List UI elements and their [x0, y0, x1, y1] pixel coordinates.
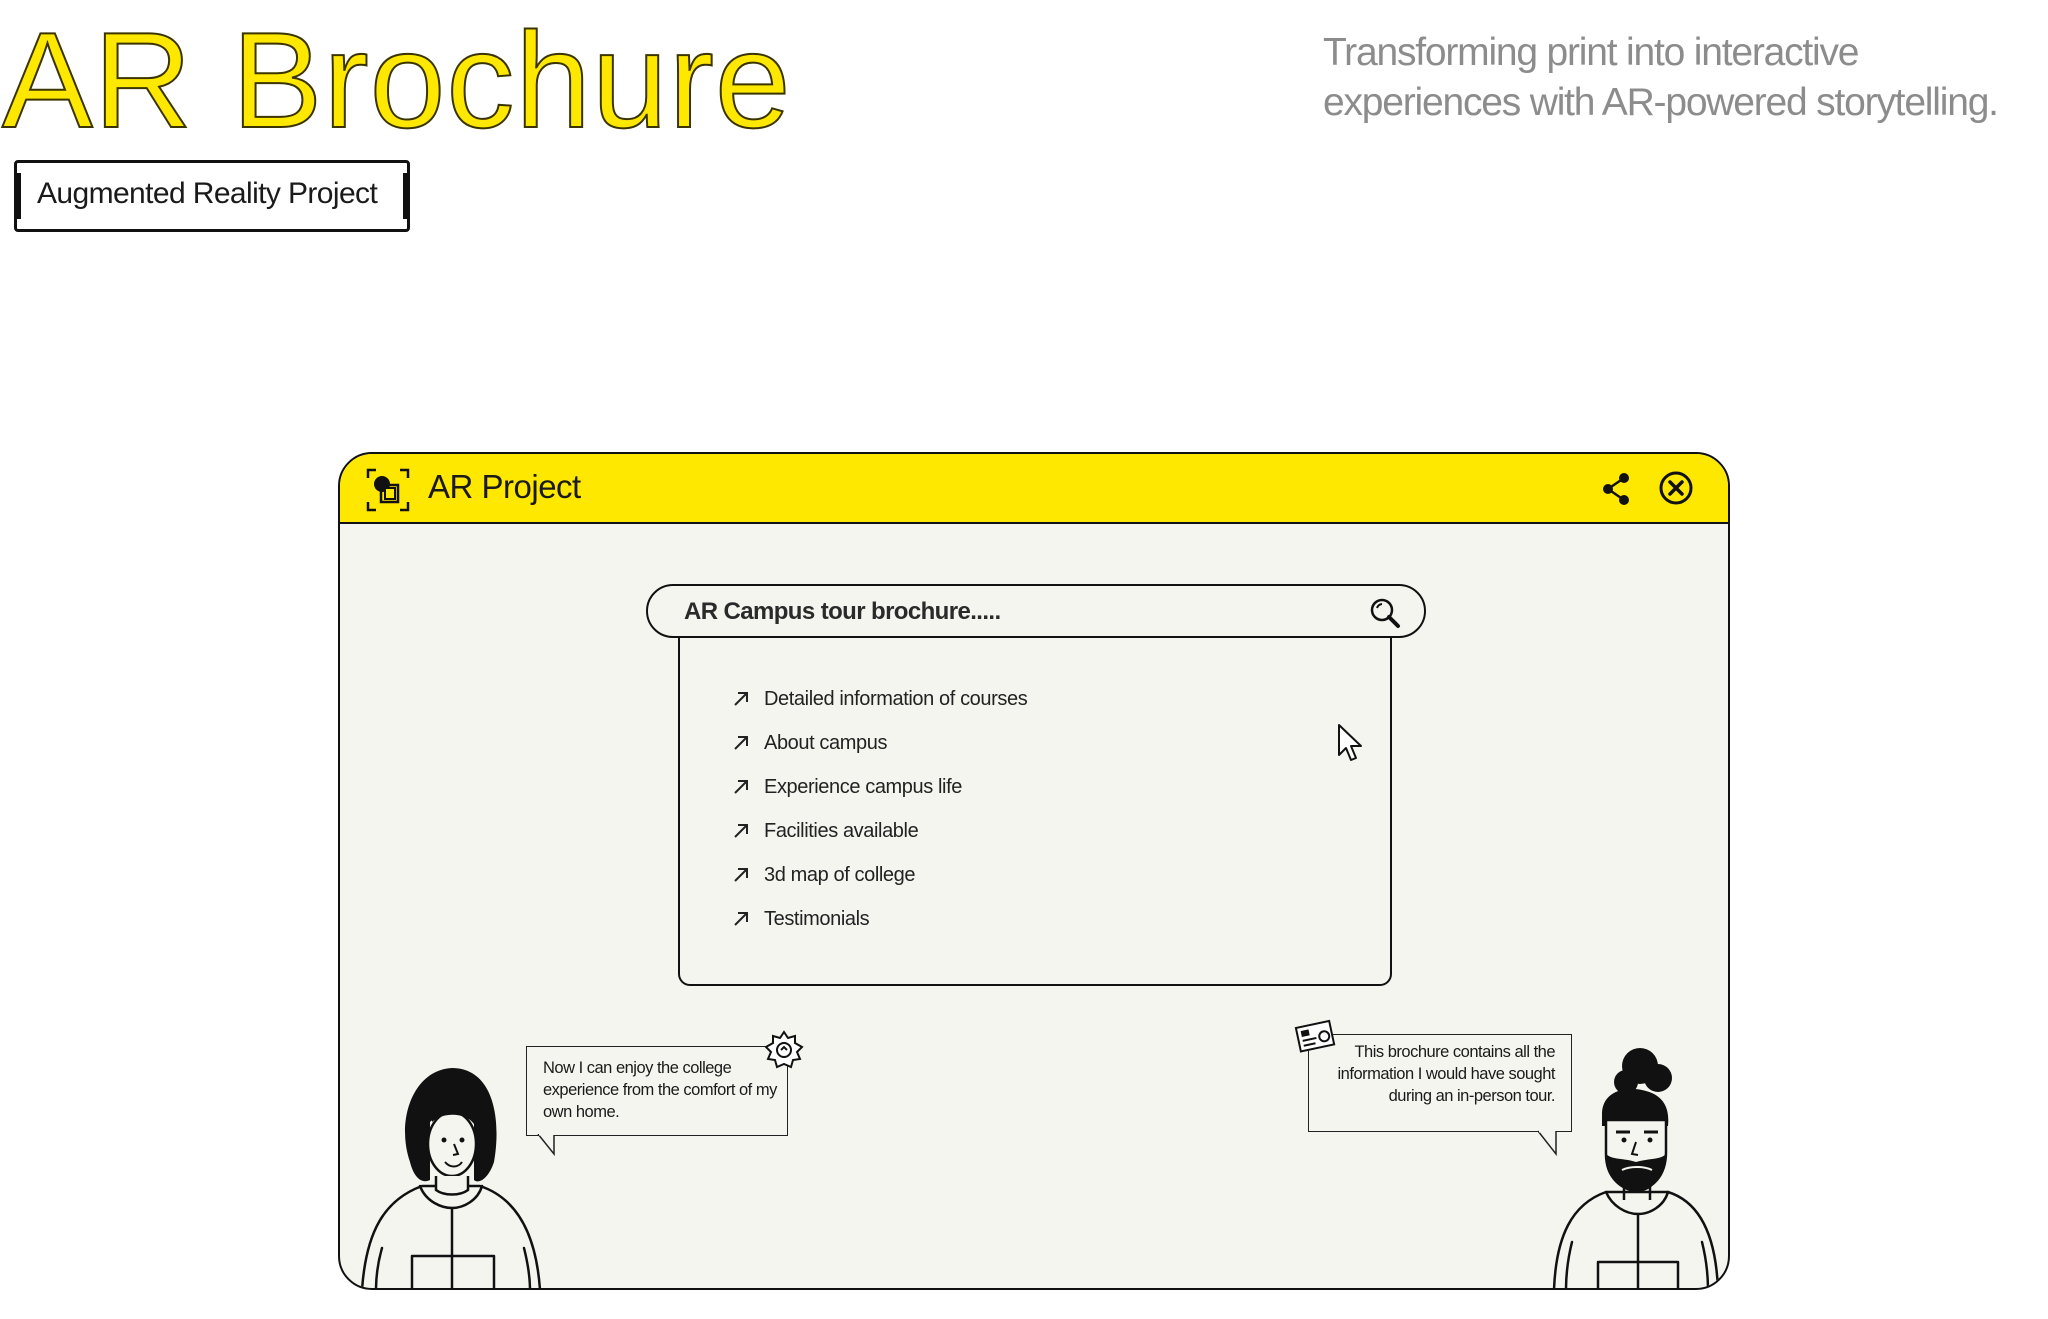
arrow-up-right-icon — [732, 866, 750, 884]
window-titlebar — [340, 454, 1728, 524]
suggestion-label: 3d map of college — [764, 863, 916, 886]
share-icon[interactable] — [1600, 472, 1632, 506]
suggestion-label: About campus — [764, 731, 888, 754]
suggestion-item-testimonials[interactable] — [732, 904, 869, 934]
suggestion-item-facilities[interactable] — [732, 816, 918, 846]
mouse-pointer-icon — [1336, 722, 1368, 766]
woman-illustration — [360, 1052, 550, 1290]
suggestion-label: Testimonials — [764, 907, 870, 930]
project-badge — [14, 160, 410, 232]
man-illustration — [1552, 1036, 1722, 1290]
certificate-icon — [1294, 1018, 1338, 1054]
badge-sparkle-icon — [764, 1030, 804, 1070]
speech-bubble-right — [1308, 1034, 1572, 1132]
arrow-up-right-icon — [732, 910, 750, 928]
arrow-up-right-icon — [732, 778, 750, 796]
project-badge-label: Augmented Reality Project — [37, 177, 378, 210]
close-icon[interactable] — [1658, 470, 1694, 506]
arrow-up-right-icon — [732, 690, 750, 708]
search-query: AR Campus tour brochure..... — [684, 598, 1001, 625]
suggestion-item-about-campus[interactable] — [732, 728, 887, 758]
speech-bubble-left — [526, 1046, 788, 1136]
arrow-up-right-icon — [732, 734, 750, 752]
app-window — [338, 452, 1730, 1290]
suggestion-item-courses[interactable] — [732, 684, 1027, 714]
search-input[interactable] — [646, 584, 1426, 638]
search-icon[interactable] — [1368, 596, 1402, 630]
suggestion-item-campus-life[interactable] — [732, 772, 962, 802]
search-suggestions-dropdown — [678, 636, 1392, 986]
suggestion-label: Facilities available — [764, 819, 919, 842]
suggestion-label: Experience campus life — [764, 775, 962, 798]
window-title: AR Project — [428, 468, 581, 505]
arrow-up-right-icon — [732, 822, 750, 840]
suggestion-label: Detailed information of courses — [764, 687, 1028, 710]
speech-bubble-left-text: Now I can enjoy the college experience from the comfort of my own home. — [543, 1059, 777, 1121]
suggestion-item-3d-map[interactable] — [732, 860, 915, 890]
tagline: Transforming print into interactive experiences with AR-powered storytelling. — [1323, 31, 1998, 124]
speech-bubble-right-text: This brochure contains all the information I would have sought during an in-person tour. — [1337, 1043, 1555, 1105]
ar-frame-icon — [366, 468, 410, 512]
hero-title: AR Brochure — [2, 4, 792, 156]
